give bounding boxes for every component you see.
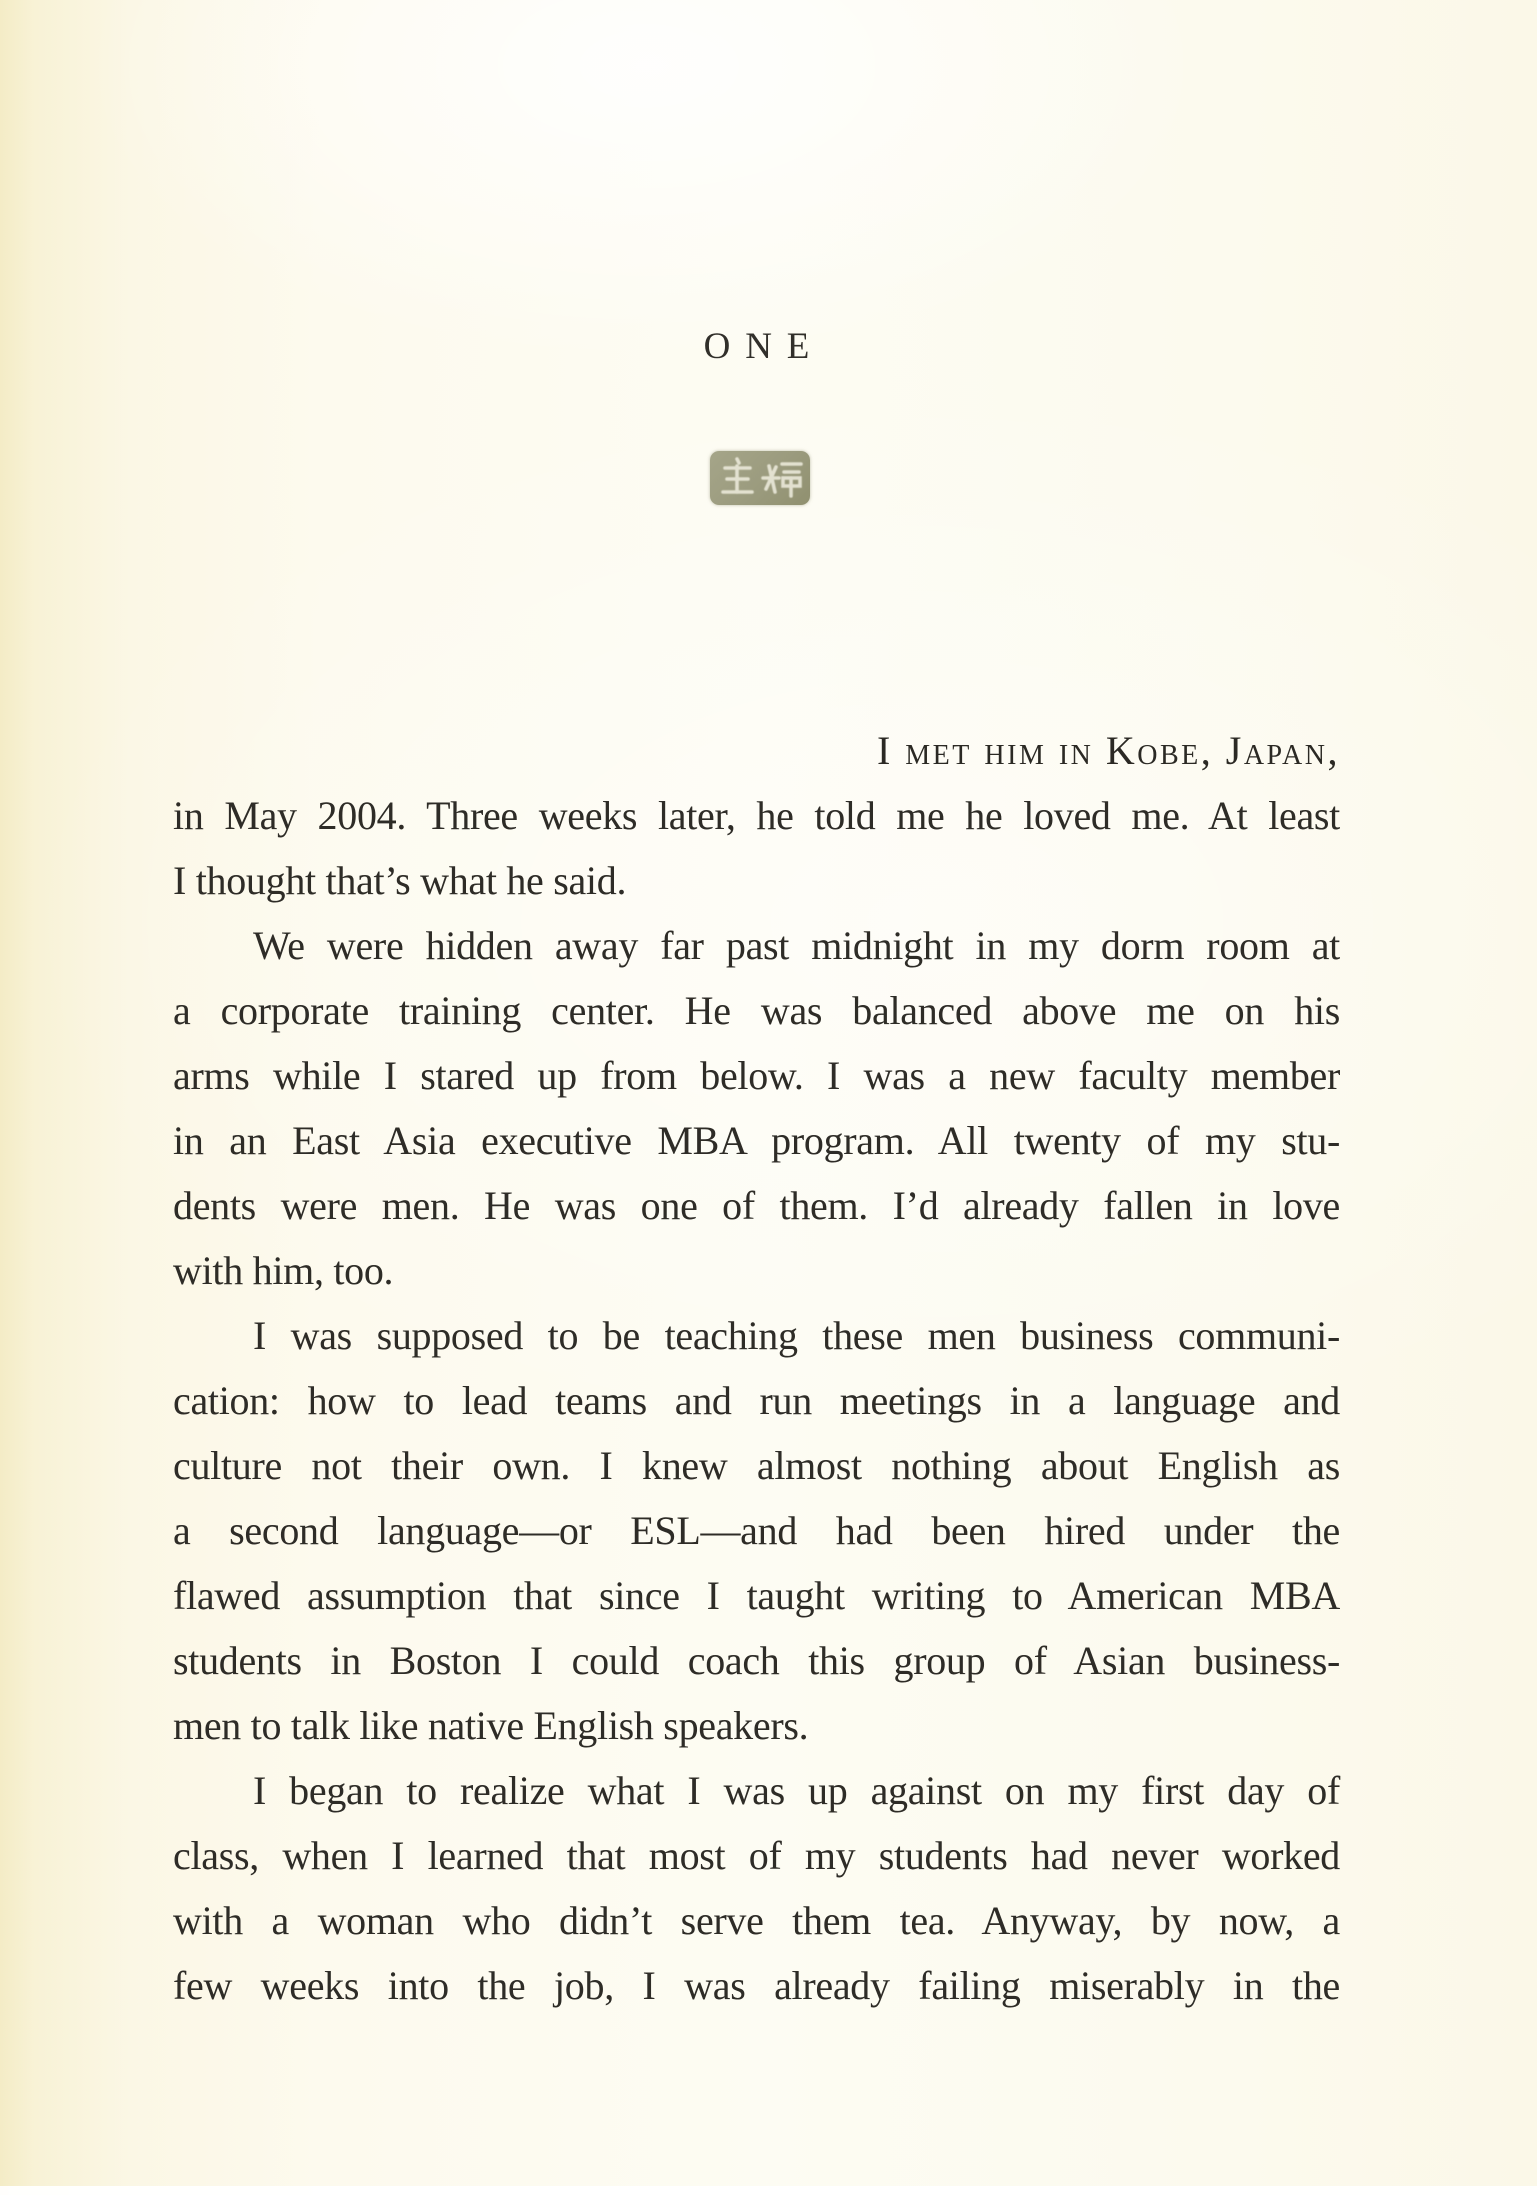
text-line: I began to realize what I was up against on my first day of — [253, 1768, 1340, 1813]
chapter-heading: ONE — [703, 326, 825, 367]
body-text — [173, 718, 1340, 2018]
text-line: dents were men. He was one of them. I’d already fallen in love — [173, 1183, 1340, 1228]
text-line: in an East Asia executive MBA program. All twenty of my stu- — [173, 1118, 1340, 1163]
text-line: culture not their own. I knew almost nothing about English as — [173, 1443, 1340, 1488]
text-line: We were hidden away far past midnight in my dorm room at — [253, 923, 1340, 968]
text-line: cation: how to lead teams and run meetings in a language and — [173, 1378, 1340, 1423]
text-line: I met him in Kobe, Japan, — [876, 728, 1340, 773]
text-line: arms while I stared up from below. I was a new faculty member — [173, 1053, 1340, 1098]
shufu-kanji-glyphs-icon — [710, 451, 810, 505]
text-line: I thought that’s what he said. — [173, 858, 627, 903]
text-line: I was supposed to be teaching these men business communi- — [253, 1313, 1340, 1358]
kanji-seal-stamp — [710, 451, 810, 505]
text-line: a second language—or ESL—and had been hired under the — [173, 1508, 1340, 1553]
text-line: with a woman who didn’t serve them tea. Anyway, by now, a — [173, 1898, 1340, 1943]
text-line: flawed assumption that since I taught writing to American MBA — [173, 1573, 1340, 1618]
text-line: few weeks into the job, I was already failing miserably in the — [173, 1963, 1340, 2008]
text-line: in May 2004. Three weeks later, he told me he loved me. At least — [173, 793, 1340, 838]
text-line: men to talk like native English speakers. — [173, 1703, 809, 1748]
text-line: with him, too. — [173, 1248, 394, 1293]
text-line: class, when I learned that most of my students had never worked — [173, 1833, 1340, 1878]
text-line: students in Boston I could coach this group of Asian business- — [173, 1638, 1340, 1683]
text-line: a corporate training center. He was balanced above me on his — [173, 988, 1340, 1033]
